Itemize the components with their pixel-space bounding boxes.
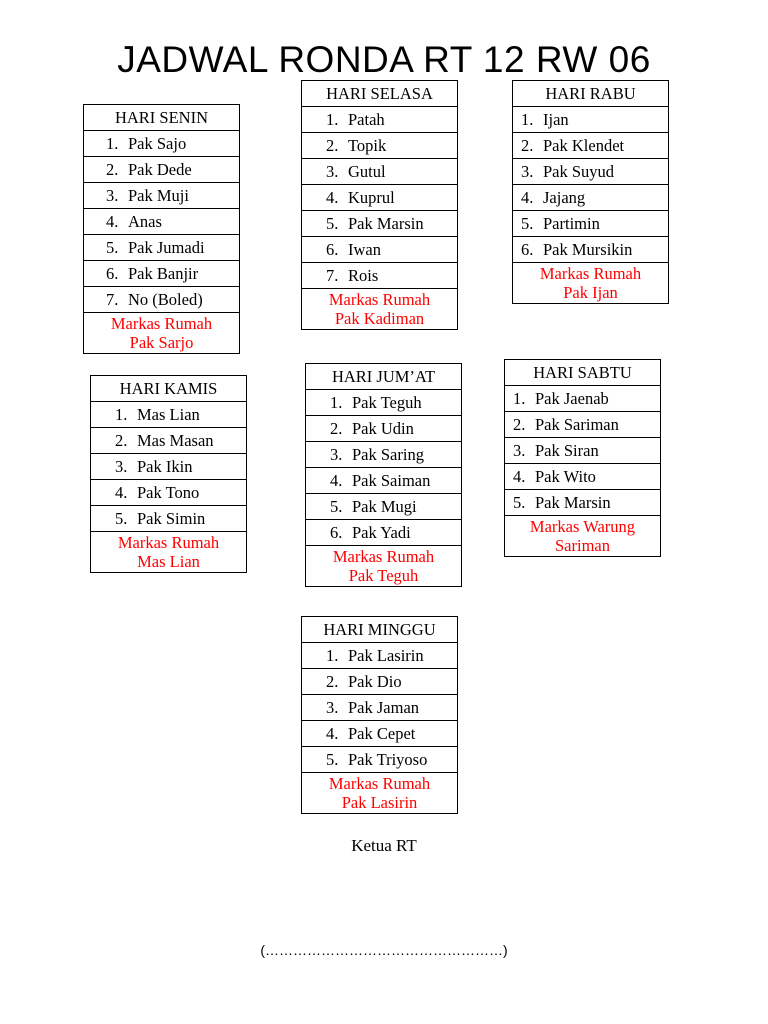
- member-item: [306, 494, 462, 520]
- member-item: [306, 442, 462, 468]
- member-item: [302, 237, 458, 263]
- table-row: [302, 669, 458, 695]
- member-item: [91, 402, 247, 428]
- member-name: Topik: [348, 135, 387, 155]
- member-item: [306, 468, 462, 494]
- member-number: 3.: [115, 456, 128, 476]
- member-name: Mas Lian: [137, 404, 200, 424]
- markas-line: Markas Rumah: [328, 774, 431, 793]
- table-row: [302, 643, 458, 669]
- member-name: Pak Mursikin: [543, 239, 633, 259]
- member-number: 4.: [513, 466, 526, 486]
- table-row: [505, 438, 661, 464]
- member-number: 6.: [521, 239, 534, 259]
- member-item: [84, 183, 240, 209]
- member-name: Pak Yadi: [352, 522, 411, 542]
- member-name: Iwan: [348, 239, 381, 259]
- member-name: Pak Mugi: [352, 496, 417, 516]
- member-name: Pak Saiman: [352, 470, 431, 490]
- member-item: [91, 428, 247, 454]
- table-row: [306, 494, 462, 520]
- member-item: [302, 669, 458, 695]
- member-name: Anas: [128, 211, 162, 231]
- member-item: [513, 107, 669, 133]
- markas-line: Sariman: [555, 536, 610, 555]
- member-item: [505, 490, 661, 516]
- member-name: Pak Udin: [352, 418, 414, 438]
- table-row: [306, 468, 462, 494]
- member-item: [306, 416, 462, 442]
- member-number: 5.: [326, 749, 339, 769]
- table-row: [84, 235, 240, 261]
- member-number: 1.: [513, 388, 526, 408]
- member-item: [513, 211, 669, 237]
- member-number: 4.: [521, 187, 534, 207]
- member-number: 3.: [513, 440, 526, 460]
- table-row: [84, 209, 240, 235]
- table-row: [306, 416, 462, 442]
- markas-line: Pak Teguh: [348, 566, 419, 585]
- table-row: [302, 185, 458, 211]
- markas-line: Pak Lasirin: [341, 793, 418, 812]
- member-name: Pak Wito: [535, 466, 596, 486]
- member-name: Pak Dio: [348, 671, 402, 691]
- day-header: HARI JUM’AT: [306, 364, 462, 390]
- member-item: [84, 131, 240, 157]
- member-number: 5.: [513, 492, 526, 512]
- markas-location: [302, 773, 458, 814]
- day-header: HARI SABTU: [505, 360, 661, 386]
- member-number: 3.: [330, 444, 343, 464]
- member-name: Rois: [348, 265, 379, 285]
- table-row: [505, 490, 661, 516]
- member-name: Pak Jumadi: [128, 237, 205, 257]
- table-row: [84, 287, 240, 313]
- table-row: [302, 237, 458, 263]
- page-title: JADWAL RONDA RT 12 RW 06: [117, 39, 651, 80]
- member-number: 3.: [326, 697, 339, 717]
- markas-line: Pak Kadiman: [334, 309, 425, 328]
- member-number: 6.: [106, 263, 119, 283]
- member-item: [306, 520, 462, 546]
- table-row: [302, 747, 458, 773]
- member-name: Pak Suyud: [543, 161, 615, 181]
- markas-location: [84, 313, 240, 354]
- member-name: No (Boled): [128, 289, 203, 309]
- member-number: 1.: [115, 404, 128, 424]
- member-name: Gutul: [348, 161, 386, 181]
- member-number: 5.: [115, 508, 128, 528]
- member-name: Pak Marsin: [535, 492, 611, 512]
- member-item: [302, 263, 458, 289]
- table-row: [302, 133, 458, 159]
- member-number: 5.: [326, 213, 339, 233]
- member-number: 1.: [326, 645, 339, 665]
- member-item: [302, 133, 458, 159]
- table-row: [91, 480, 247, 506]
- member-item: [84, 157, 240, 183]
- table-row: [302, 211, 458, 237]
- member-name: Pak Dede: [128, 159, 192, 179]
- member-number: 1.: [326, 109, 339, 129]
- markas-line: Pak Ijan: [563, 283, 618, 302]
- member-item: [84, 287, 240, 313]
- member-number: 6.: [330, 522, 343, 542]
- member-item: [84, 235, 240, 261]
- table-row: [302, 695, 458, 721]
- member-number: 1.: [106, 133, 119, 153]
- member-number: 7.: [326, 265, 339, 285]
- member-item: [302, 643, 458, 669]
- table-row: [306, 520, 462, 546]
- table-row: [302, 721, 458, 747]
- member-item: [505, 386, 661, 412]
- markas-line: Markas Rumah: [328, 290, 431, 309]
- member-name: Pak Jaenab: [535, 388, 609, 408]
- member-item: [91, 506, 247, 532]
- table-row: [513, 133, 669, 159]
- table-row: [513, 185, 669, 211]
- member-number: 2.: [106, 159, 119, 179]
- day-header: HARI SENIN: [84, 105, 240, 131]
- member-name: Pak Banjir: [128, 263, 199, 283]
- table-row: [505, 386, 661, 412]
- member-number: 7.: [106, 289, 119, 309]
- member-name: Ijan: [543, 109, 569, 129]
- markas-line: Markas Rumah: [110, 314, 213, 333]
- member-name: Partimin: [543, 213, 600, 233]
- member-item: [302, 211, 458, 237]
- member-number: 1.: [521, 109, 534, 129]
- day-header: HARI KAMIS: [91, 376, 247, 402]
- member-number: 2.: [326, 671, 339, 691]
- table-row: [513, 159, 669, 185]
- member-item: [302, 159, 458, 185]
- table-row: [302, 107, 458, 133]
- table-row: [513, 107, 669, 133]
- markas-line: Markas Rumah: [332, 547, 435, 566]
- table-row: [505, 412, 661, 438]
- member-number: 2.: [513, 414, 526, 434]
- day-header: HARI RABU: [513, 81, 669, 107]
- member-name: Pak Lasirin: [348, 645, 424, 665]
- table-row: [306, 390, 462, 416]
- signature-line: (……………………………………………): [260, 942, 508, 958]
- member-number: 4.: [330, 470, 343, 490]
- member-number: 5.: [330, 496, 343, 516]
- member-item: [513, 159, 669, 185]
- member-name: Mas Masan: [137, 430, 214, 450]
- day-header: HARI MINGGU: [302, 617, 458, 643]
- member-number: 3.: [326, 161, 339, 181]
- member-item: [302, 721, 458, 747]
- member-item: [505, 438, 661, 464]
- member-name: Pak Cepet: [348, 723, 416, 743]
- table-row: [513, 237, 669, 263]
- member-item: [306, 390, 462, 416]
- member-number: 3.: [106, 185, 119, 205]
- table-row: [91, 402, 247, 428]
- member-number: 4.: [326, 187, 339, 207]
- schedule-table-minggu: [301, 616, 458, 814]
- member-item: [302, 107, 458, 133]
- member-item: [91, 480, 247, 506]
- member-item: [505, 464, 661, 490]
- member-number: 3.: [521, 161, 534, 181]
- member-item: [513, 185, 669, 211]
- member-number: 2.: [521, 135, 534, 155]
- member-number: 4.: [106, 211, 119, 231]
- member-number: 4.: [115, 482, 128, 502]
- markas-location: [513, 263, 669, 304]
- member-name: Pak Marsin: [348, 213, 424, 233]
- member-number: 2.: [330, 418, 343, 438]
- member-name: Pak Sajo: [128, 133, 187, 153]
- member-name: Patah: [348, 109, 385, 129]
- member-name: Jajang: [543, 187, 586, 207]
- member-item: [91, 454, 247, 480]
- markas-line: Markas Rumah: [539, 264, 642, 283]
- ketua-rt-label: Ketua RT: [351, 836, 417, 855]
- markas-line: Markas Rumah: [117, 533, 220, 552]
- markas-line: Pak Sarjo: [129, 333, 194, 352]
- table-row: [91, 428, 247, 454]
- member-name: Kuprul: [348, 187, 395, 207]
- table-row: [91, 454, 247, 480]
- member-name: Pak Tono: [137, 482, 200, 502]
- member-name: Pak Klendet: [543, 135, 625, 155]
- member-name: Pak Teguh: [352, 392, 422, 412]
- table-row: [84, 131, 240, 157]
- member-item: [302, 185, 458, 211]
- schedule-table-rabu: [512, 80, 669, 304]
- member-number: 5.: [521, 213, 534, 233]
- table-row: [302, 159, 458, 185]
- table-row: [505, 464, 661, 490]
- markas-location: [505, 516, 661, 557]
- member-name: Pak Jaman: [348, 697, 420, 717]
- schedule-table-sabtu: [504, 359, 661, 557]
- markas-location: [306, 546, 462, 587]
- member-item: [84, 209, 240, 235]
- member-name: Pak Saring: [352, 444, 424, 464]
- member-name: Pak Muji: [128, 185, 189, 205]
- markas-line: Mas Lian: [137, 552, 200, 571]
- day-header: HARI SELASA: [302, 81, 458, 107]
- table-row: [306, 442, 462, 468]
- table-row: [84, 261, 240, 287]
- schedule-table-senin: [83, 104, 240, 354]
- member-number: 2.: [115, 430, 128, 450]
- member-name: Pak Sariman: [535, 414, 619, 434]
- member-name: Pak Siran: [535, 440, 599, 460]
- schedule-table-kamis: [90, 375, 247, 573]
- markas-location: [91, 532, 247, 573]
- member-item: [302, 747, 458, 773]
- member-item: [505, 412, 661, 438]
- member-item: [513, 237, 669, 263]
- member-number: 6.: [326, 239, 339, 259]
- member-item: [302, 695, 458, 721]
- table-row: [91, 506, 247, 532]
- table-row: [84, 183, 240, 209]
- member-name: Pak Simin: [137, 508, 206, 528]
- member-number: 5.: [106, 237, 119, 257]
- table-row: [84, 157, 240, 183]
- member-item: [513, 133, 669, 159]
- markas-location: [302, 289, 458, 330]
- table-row: [513, 211, 669, 237]
- member-number: 4.: [326, 723, 339, 743]
- schedule-table-selasa: [301, 80, 458, 330]
- member-name: Pak Ikin: [137, 456, 193, 476]
- member-name: Pak Triyoso: [348, 749, 428, 769]
- member-number: 1.: [330, 392, 343, 412]
- member-item: [84, 261, 240, 287]
- markas-line: Markas Warung: [529, 517, 636, 536]
- member-number: 2.: [326, 135, 339, 155]
- table-row: [302, 263, 458, 289]
- schedule-table-jumat: [305, 363, 462, 587]
